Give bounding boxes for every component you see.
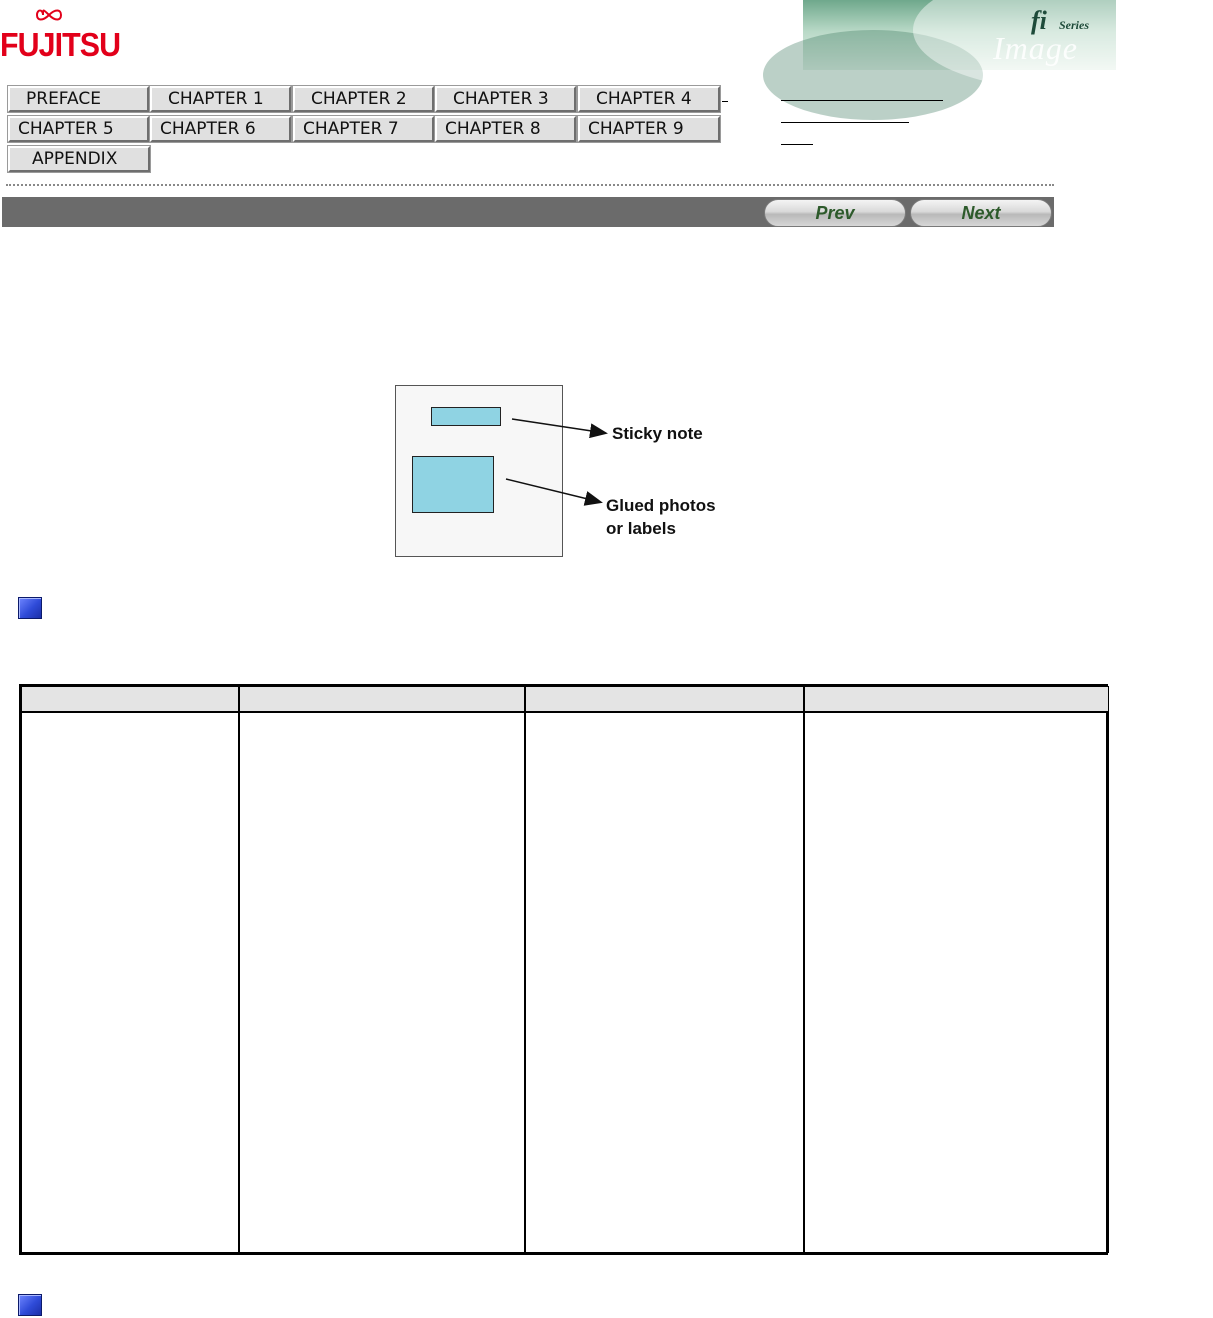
nav-preface-button[interactable]: PREFACE: [8, 86, 149, 112]
section-bullet-icon: [18, 1294, 42, 1316]
nav-appendix-button[interactable]: APPENDIX: [8, 146, 150, 172]
nav-chapter-1-button[interactable]: CHAPTER 1: [150, 86, 291, 112]
banner-fi-text: fi: [1031, 6, 1047, 35]
prev-button[interactable]: Prev: [764, 199, 906, 227]
nav-chapter-8-button[interactable]: CHAPTER 8: [435, 116, 576, 142]
next-button[interactable]: Next: [910, 199, 1052, 227]
logo-text: FUJITSU: [0, 26, 121, 63]
nav-chapter-2-button[interactable]: CHAPTER 2: [293, 86, 434, 112]
infinity-icon: [36, 6, 62, 24]
table-cell: [239, 712, 525, 1253]
table-header-row: [22, 687, 1109, 713]
nav-chapter-3-button[interactable]: CHAPTER 3: [435, 86, 576, 112]
dotted-separator: [6, 184, 1054, 186]
table-header-cell: [525, 687, 804, 713]
sticky-note-shape: [431, 407, 501, 426]
side-link-2[interactable]: [781, 122, 909, 123]
nav-chapter-5-button[interactable]: CHAPTER 5: [8, 116, 149, 142]
nav-chapter-4-button[interactable]: CHAPTER 4: [578, 86, 720, 112]
glued-photos-label: Glued photos or labels: [606, 496, 716, 538]
nav-chapter-6-button[interactable]: CHAPTER 6: [150, 116, 291, 142]
table-header-cell: [239, 687, 525, 713]
nav-chapter-9-button[interactable]: CHAPTER 9: [578, 116, 720, 142]
nav-chapter-7-button[interactable]: CHAPTER 7: [293, 116, 434, 142]
table-cell: [804, 712, 1109, 1253]
sticky-note-label: Sticky note: [612, 424, 703, 443]
fujitsu-logo: [0, 6, 121, 68]
nav-divider: [722, 101, 728, 102]
banner-series-text: Series: [1059, 18, 1089, 32]
side-link-3[interactable]: [781, 144, 813, 145]
banner-scanner-text: Image Scanner: [993, 30, 1105, 103]
table-header-cell: [22, 687, 239, 713]
glued-photo-shape: [412, 456, 494, 513]
section-bullet-icon: [18, 597, 42, 619]
info-table: [19, 684, 1108, 1255]
table-cell: [525, 712, 804, 1253]
fi-series-banner: [803, 0, 1116, 103]
table-cell: [22, 712, 239, 1253]
table-row: [22, 712, 1109, 1253]
table-header-cell: [804, 687, 1109, 713]
side-link-1[interactable]: [781, 100, 943, 101]
